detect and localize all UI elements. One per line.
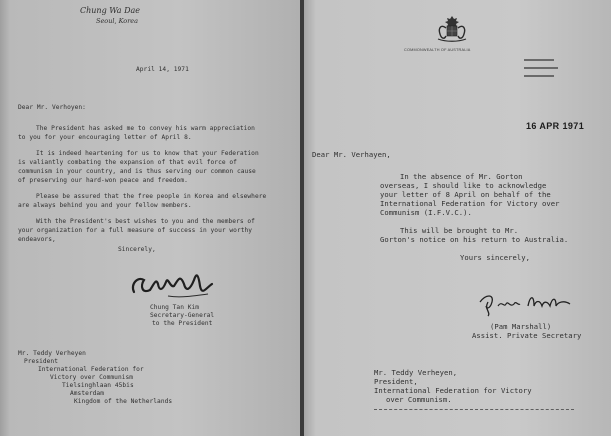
paragraph-2-line: It is indeed heartening for us to know that your Federation	[36, 150, 259, 157]
address-line: Tielsinghlaan 45bis	[62, 382, 134, 389]
letterhead: COMMONWEALTH OF AUSTRALIA	[404, 48, 471, 52]
address-line: Mr. Teddy Verheyen	[18, 350, 86, 357]
address-line: over Communism.	[386, 395, 452, 404]
signer-name: Chung Tan Kim	[150, 304, 200, 311]
address-line: Amsterdam	[70, 390, 104, 397]
address-line: Victory over Communism	[50, 374, 134, 381]
signature-image	[476, 288, 576, 318]
closing: Sincerely,	[118, 246, 156, 253]
signer-title: Secretary-General	[150, 312, 215, 319]
paragraph-1-line: overseas, I should like to acknowledge	[380, 181, 547, 190]
paragraph-1-line: to you for your encouraging letter of April 8.	[18, 134, 192, 141]
signature-image	[128, 266, 220, 306]
address-line: International Federation for	[38, 366, 144, 373]
letterhead-line-2: Seoul, Korea	[96, 17, 139, 25]
salutation: Dear Mr. Verhoyen:	[18, 104, 86, 111]
signer-title: to the President	[152, 320, 213, 327]
paragraph-3-line: are always behind you and your fellow members.	[18, 202, 192, 209]
date-stamp: 16 APR 1971	[526, 121, 585, 131]
australian-coat-of-arms-icon	[432, 14, 472, 44]
paragraph-2-line: Gorton's notice on his return to Australia.	[380, 235, 569, 244]
address-line: International Federation for Victory	[374, 386, 532, 395]
paragraph-4-line: your organization for a full measure of success in your worthy	[18, 227, 253, 234]
paragraph-2-line: This will be brought to Mr.	[400, 226, 519, 235]
paragraph-1-line: Communism (I.F.V.C.).	[380, 208, 472, 217]
right-letter-page	[304, 0, 611, 436]
letterhead-line-1: Chung Wa Dae	[80, 6, 140, 15]
paragraph-1-line: your letter of 8 April on behalf of the	[380, 190, 551, 199]
left-letter-page	[0, 0, 300, 436]
reference-line	[524, 67, 558, 69]
reference-line	[524, 59, 554, 61]
paragraph-2-line: communism in your country, and is thus serving our common cause	[18, 168, 256, 175]
paragraph-2-line: is valiantly combating the expansion of that evil force of	[18, 159, 237, 166]
salutation: Dear Mr. Verhayen,	[312, 150, 391, 159]
paragraph-3-line: Please be assured that the free people in Korea and elsewhere	[36, 193, 267, 200]
signer-title: Assist. Private Secretary	[472, 331, 582, 340]
signer-name: (Pam Marshall)	[490, 322, 552, 331]
address-line: Kingdom of the Netherlands	[74, 398, 173, 405]
paragraph-1-line: The President has asked me to convey his warm appreciation	[36, 125, 255, 132]
paragraph-4-line: endeavors,	[18, 236, 56, 243]
paragraph-1-line: In the absence of Mr. Gorton	[400, 172, 523, 181]
address-line: President	[24, 358, 58, 365]
letter-date: April 14, 1971	[136, 66, 189, 73]
reference-line	[524, 75, 554, 77]
address-line: Mr. Teddy Verheyen,	[374, 368, 458, 377]
closing: Yours sincerely,	[460, 253, 531, 262]
paragraph-2-line: of preserving our hard-won peace and freedom.	[18, 177, 188, 184]
paragraph-4-line: With the President's best wishes to you and the members of	[36, 218, 255, 225]
dashed-divider	[374, 409, 574, 410]
address-line: President,	[374, 377, 418, 386]
paragraph-1-line: International Federation for Victory over	[380, 199, 560, 208]
